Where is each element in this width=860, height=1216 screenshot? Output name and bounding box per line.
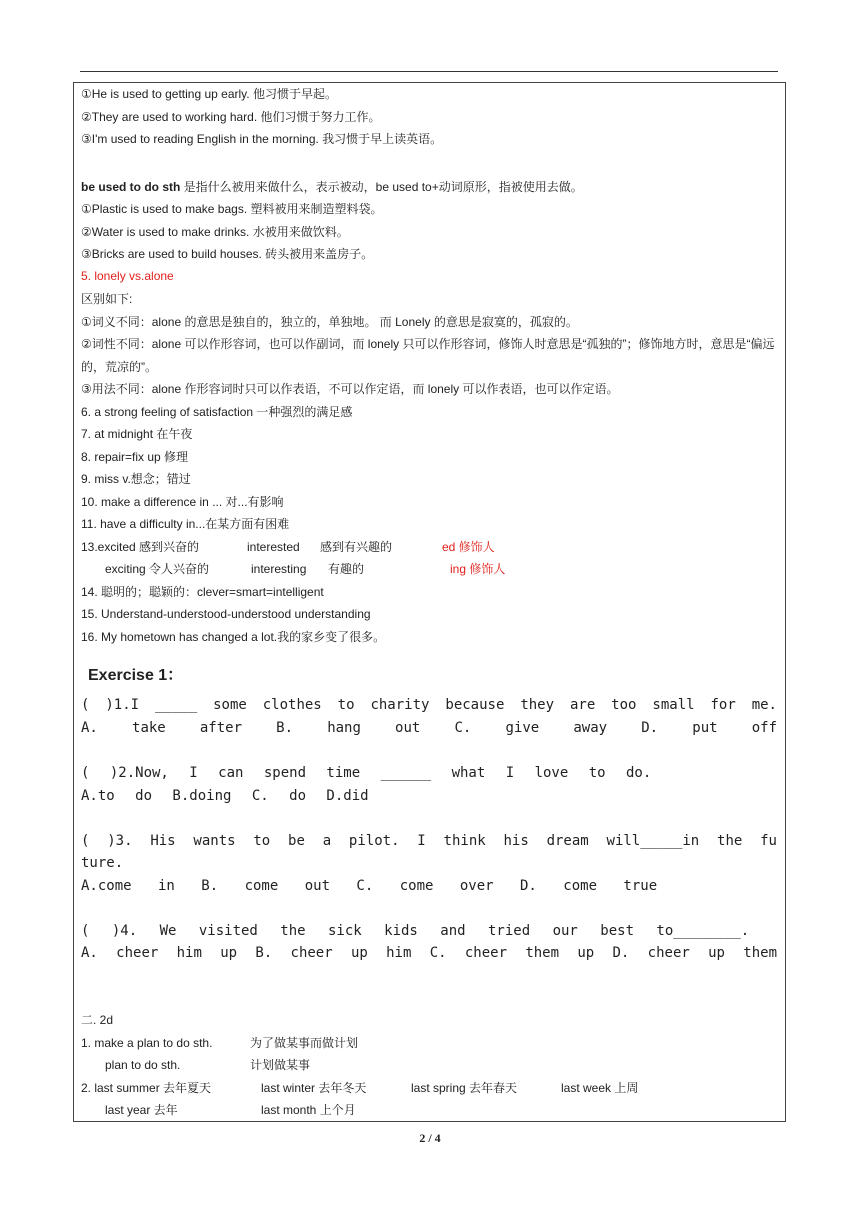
question-3-options: A.come in B. come out C. come over D. come true	[81, 878, 658, 894]
phrase-item: 16. My hometown has changed a lot.我的家乡变了很多。	[81, 630, 386, 644]
phrase-item: 9. miss v.想念；错过	[81, 472, 191, 486]
grammar-explanation: 是指什么被用来做什么，表示被动，be used to+动词原形，指被使用去做。	[180, 180, 583, 194]
section-heading-lonely: 5. lonely vs.alone	[81, 269, 174, 283]
phrase-translation: 计划做某事	[250, 1058, 311, 1072]
example-line: ③Bricks are used to build houses. 砖头被用来盖房子。	[81, 247, 374, 261]
phrase-item: 14. 聪明的；聪颖的：clever=smart=intelligent	[81, 585, 324, 599]
question-4-options: A. cheer him up B. cheer up him C. cheer them up D. cheer up them	[81, 945, 777, 961]
question-4: ( )4. We visited the sick kids and tried our best to________.	[81, 923, 750, 939]
page-number: 2 / 4	[419, 1131, 441, 1145]
phrase-item: last spring 去年春天	[411, 1081, 518, 1095]
header-rule	[80, 71, 778, 72]
grammar-heading	[81, 179, 583, 195]
phrase-item-13a: 13.excited 感到兴奋的	[81, 540, 200, 554]
phrase-item-13b: interested	[247, 540, 300, 554]
note-line: ①词义不同：alone 的意思是独自的，独立的，单独地。 而 Lonely 的意思是寂寞的，孤寂的。	[81, 315, 578, 329]
section-2-heading: 二. 2d	[81, 1013, 114, 1027]
phrase-item: 7. at midnight 在午夜	[81, 427, 193, 441]
phrase-item: plan to do sth.	[105, 1058, 181, 1072]
phrase-item-13f: interesting	[251, 562, 307, 576]
note-line: 区别如下:	[81, 292, 133, 306]
phrase-item: 10. make a difference in ... 对...有影响	[81, 495, 284, 509]
phrase-item: 6. a strong feeling of satisfaction 一种强烈的满足感	[81, 405, 353, 419]
note-line: ③用法不同：alone 作形容词时只可以作表语，不可以作定语，而 lonely 可以作表语，也可以作定语。	[81, 382, 619, 396]
phrase-item-13c: 感到有兴趣的	[320, 540, 393, 554]
example-line: ②They are used to working hard. 他们习惯于努力工作。	[81, 110, 381, 124]
question-3-cont: ture.	[81, 855, 124, 871]
example-line: ①He is used to getting up early. 他习惯于早起。	[81, 87, 337, 101]
question-3: ( )3. His wants to be a pilot. I think his dream will_____in the fu	[81, 833, 777, 849]
phrase-item: 8. repair=fix up 修理	[81, 450, 189, 464]
phrase-item-13e: exciting 令人兴奋的	[105, 562, 210, 576]
note-line: ②词性不同：alone 可以作形容词，也可以作副词，而 lonely 只可以作形容词，修饰人时意思是“孤独的”；修饰地方时，意思是“偏远	[81, 337, 775, 351]
phrase-item: 1. make a plan to do sth.	[81, 1036, 213, 1050]
example-line: ②Water is used to make drinks. 水被用来做饮料。	[81, 225, 349, 239]
phrase-translation: 为了做某事而做计划	[250, 1036, 359, 1050]
note-line: 的，荒凉的”。	[81, 360, 157, 374]
grammar-keyword: be used to do sth	[81, 180, 181, 194]
question-2-options: A.to do B.doing C. do D.did	[81, 788, 369, 804]
example-line: ③I'm used to reading English in the morning. 我习惯于早上读英语。	[81, 132, 443, 146]
phrase-item: 15. Understand-understood-understood understanding	[81, 607, 371, 621]
question-1: ( )1.I _____ some clothes to charity because they are too small for me.	[81, 697, 777, 713]
phrase-item-13d: ed 修饰人	[442, 540, 495, 554]
phrase-item-13h: ing 修饰人	[450, 562, 506, 576]
phrase-item: last winter 去年冬天	[261, 1081, 367, 1095]
question-2: ( )2.Now, I can spend time ______ what I love to do.	[81, 765, 652, 781]
example-line: ①Plastic is used to make bags. 塑料被用来制造塑料袋。	[81, 202, 383, 216]
phrase-item: last month 上个月	[261, 1103, 356, 1117]
phrase-item: last week 上周	[561, 1081, 639, 1095]
phrase-item: 11. have a difficulty in...在某方面有困难	[81, 517, 290, 531]
phrase-item: last year 去年	[105, 1103, 178, 1117]
phrase-item-13g: 有趣的	[328, 562, 365, 576]
phrase-item: 2. last summer 去年夏天	[81, 1081, 212, 1095]
question-1-options: A. take after B. hang out C. give away D. put off	[81, 720, 777, 736]
exercise-title: Exercise 1：	[88, 667, 184, 684]
